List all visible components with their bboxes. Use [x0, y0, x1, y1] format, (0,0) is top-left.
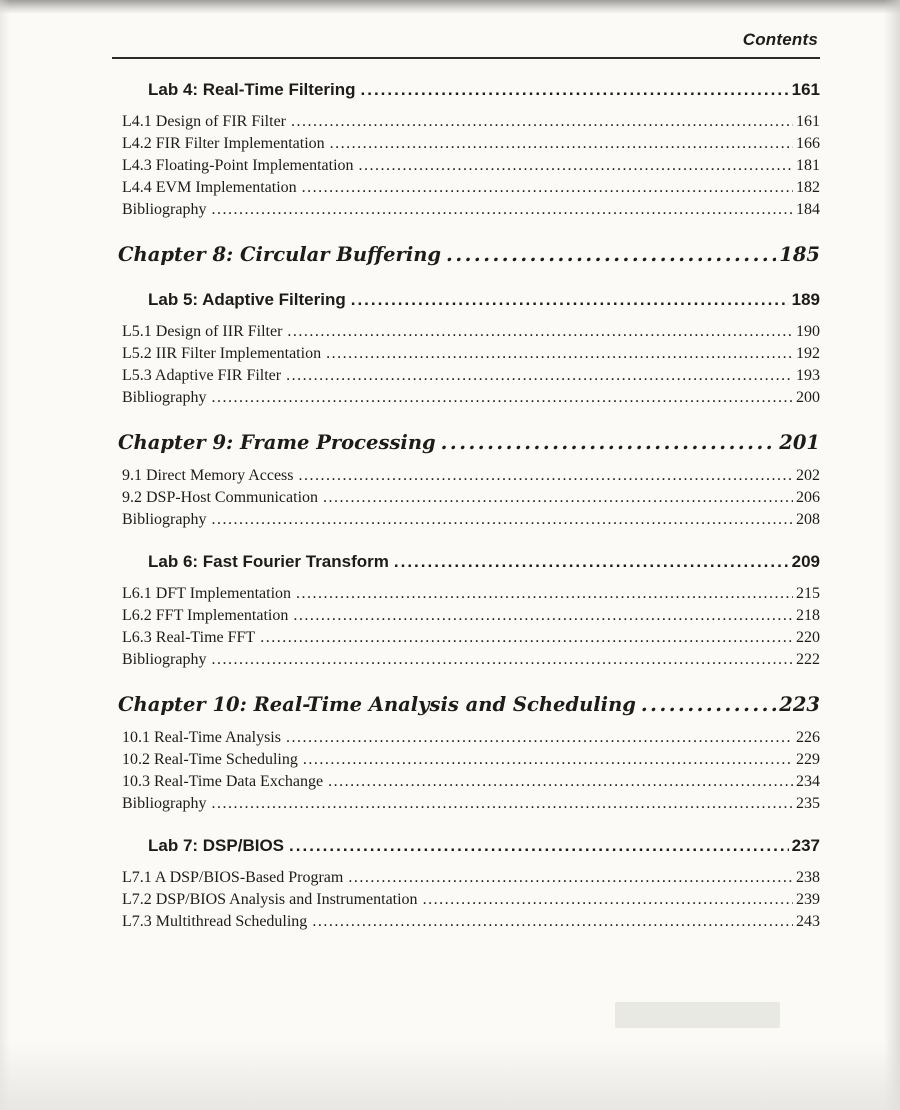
toc-entry-row [122, 343, 820, 365]
dot-leader [330, 133, 793, 155]
page-number: 185 [779, 243, 820, 266]
page-number: 182 [796, 179, 820, 196]
toc-item-label: Chapter 9: Frame Processing [118, 431, 436, 454]
toc-entry-row [122, 649, 820, 671]
toc-item-label: 10.3 Real-Time Data Exchange [122, 773, 324, 790]
dot-leader [296, 583, 793, 605]
page-number: 181 [796, 157, 820, 174]
toc-item-label: L5.1 Design of IIR Filter [122, 323, 283, 340]
page-number: 189 [791, 290, 820, 309]
toc-item-label: L7.1 A DSP/BIOS-Based Program [122, 869, 344, 886]
toc-item-label: L6.3 Real-Time FFT [122, 629, 256, 646]
page-number: 243 [796, 913, 820, 930]
dot-leader [286, 365, 793, 387]
dot-leader [446, 241, 776, 269]
dot-leader [641, 691, 776, 719]
toc-item-label: Lab 4: Real-Time Filtering [148, 80, 356, 99]
dot-leader [394, 549, 789, 575]
toc-entry-row [122, 867, 820, 889]
toc-entry-row [122, 627, 820, 649]
toc-item-label: Chapter 8: Circular Buffering [118, 243, 442, 266]
toc-item-label: Bibliography [122, 389, 207, 406]
toc-item-label: L6.1 DFT Implementation [122, 585, 292, 602]
toc-entry-row [122, 889, 820, 911]
dot-leader [211, 387, 793, 409]
dot-leader [312, 911, 793, 933]
page-number: 235 [796, 795, 820, 812]
toc-chapter-heading-row [118, 691, 820, 719]
page-number: 201 [779, 431, 820, 454]
toc-entry-row [122, 111, 820, 133]
toc-item-label: L4.3 Floating-Point Implementation [122, 157, 354, 174]
dot-leader [441, 429, 777, 457]
page-number: 222 [796, 651, 820, 668]
dot-leader [359, 155, 793, 177]
dot-leader [299, 465, 793, 487]
dot-leader [351, 287, 789, 313]
toc-entry-row [122, 133, 820, 155]
toc-entry-row [122, 583, 820, 605]
toc-item-label: L4.4 EVM Implementation [122, 179, 297, 196]
toc-entry-row [122, 911, 820, 933]
toc-entry-row [122, 155, 820, 177]
toc-entry-row [122, 487, 820, 509]
page-number: 192 [796, 345, 820, 362]
page-number: 193 [796, 367, 820, 384]
scan-edge-left [0, 0, 10, 1110]
toc-entry-row [122, 727, 820, 749]
dot-leader [211, 199, 793, 221]
page-number: 206 [796, 489, 820, 506]
header-rule [112, 57, 820, 59]
toc-chapter-heading-row [118, 241, 820, 269]
page-number: 234 [796, 773, 820, 790]
page-number: 229 [796, 751, 820, 768]
page-number: 215 [796, 585, 820, 602]
toc-item-label: Lab 5: Adaptive Filtering [148, 290, 346, 309]
page-number: 184 [796, 201, 820, 218]
dot-leader [289, 833, 789, 859]
toc-item-label: L4.2 FIR Filter Implementation [122, 135, 325, 152]
page-number: 166 [796, 135, 820, 152]
toc-lab-heading-row [148, 833, 820, 859]
dot-leader [348, 867, 793, 889]
toc-entry-row [122, 605, 820, 627]
dot-leader [287, 321, 793, 343]
scan-edge-top [0, 0, 900, 14]
toc-entry-row [122, 199, 820, 221]
dot-leader [211, 793, 793, 815]
dot-leader [328, 771, 793, 793]
scan-artifact [615, 1002, 780, 1028]
toc-item-label: L5.2 IIR Filter Implementation [122, 345, 322, 362]
toc-item-label: L6.2 FFT Implementation [122, 607, 289, 624]
toc-lab-heading-row [148, 287, 820, 313]
page-number: 237 [791, 836, 820, 855]
toc-entry-row [122, 771, 820, 793]
toc-entry-row [122, 509, 820, 531]
page-number: 208 [796, 511, 820, 528]
toc-entry-row [122, 365, 820, 387]
dot-leader [286, 727, 793, 749]
toc-item-label: Bibliography [122, 795, 207, 812]
toc-item-label: 10.2 Real-Time Scheduling [122, 751, 298, 768]
dot-leader [260, 627, 793, 649]
toc-item-label: 9.2 DSP-Host Communication [122, 489, 319, 506]
toc-item-label: Lab 6: Fast Fourier Transform [148, 552, 389, 571]
dot-leader [211, 649, 793, 671]
page-number: 238 [796, 869, 820, 886]
dot-leader [302, 177, 793, 199]
toc-item-label: L7.3 Multithread Scheduling [122, 913, 308, 930]
dot-leader [361, 77, 789, 103]
toc-item-label: L7.2 DSP/BIOS Analysis and Instrumentation [122, 891, 418, 908]
page-number: 220 [796, 629, 820, 646]
toc-item-label: 9.1 Direct Memory Access [122, 467, 294, 484]
toc-entry-row [122, 465, 820, 487]
page-number: 161 [796, 113, 820, 130]
page-number: 223 [779, 693, 820, 716]
toc-item-label: L5.3 Adaptive FIR Filter [122, 367, 282, 384]
dot-leader [293, 605, 793, 627]
toc-item-label: Lab 7: DSP/BIOS [148, 836, 285, 855]
toc-item-label: Bibliography [122, 201, 207, 218]
running-header: Contents [742, 30, 818, 49]
toc-list [118, 77, 820, 933]
dot-leader [303, 749, 793, 771]
scan-edge-right [884, 0, 900, 1110]
toc-item-label: 10.1 Real-Time Analysis [122, 729, 281, 746]
page-number: 239 [796, 891, 820, 908]
scan-edge-bottom [0, 1040, 900, 1110]
toc-entry-row [122, 749, 820, 771]
page-number: 190 [796, 323, 820, 340]
toc-entry-row [122, 793, 820, 815]
dot-leader [423, 889, 793, 911]
page-number: 200 [796, 389, 820, 406]
toc-item-label: Bibliography [122, 511, 207, 528]
toc-chapter-heading-row [118, 429, 820, 457]
page-number: 202 [796, 467, 820, 484]
dot-leader [291, 111, 793, 133]
page-number: 226 [796, 729, 820, 746]
page-number: 218 [796, 607, 820, 624]
toc-item-label: L4.1 Design of FIR Filter [122, 113, 286, 130]
dot-leader [211, 509, 793, 531]
toc-lab-heading-row [148, 77, 820, 103]
toc-entry-row [122, 177, 820, 199]
page-number: 161 [791, 80, 820, 99]
page-number: 209 [791, 552, 820, 571]
dot-leader [323, 487, 793, 509]
toc-item-label: Bibliography [122, 651, 207, 668]
toc-entry-row [122, 387, 820, 409]
page-content [118, 30, 820, 933]
toc-entry-row [122, 321, 820, 343]
toc-lab-heading-row [148, 549, 820, 575]
toc-item-label: Chapter 10: Real-Time Analysis and Scheduling [118, 693, 636, 716]
dot-leader [326, 343, 793, 365]
